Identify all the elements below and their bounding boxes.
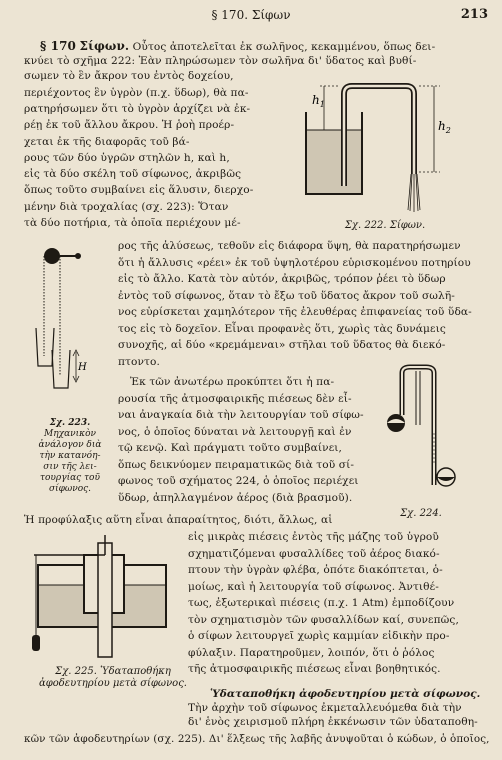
text-line: τὸν σχηματισμὸν τῶν φυσαλλίδων καί, συνεπῶς, [188, 614, 459, 626]
text-line: εἰς μικρὰς πιέσεις ἐντὸς τῆς μάζης τοῦ ὑγροῦ [188, 531, 439, 543]
label-H: H [78, 362, 87, 373]
text-line: πτουν τὴν ὑγρὰν φλέβα, ὁπότε διακόπτεται, ὁ- [188, 564, 443, 576]
text-line: χεται ἐκ τῆς διαφορᾶς τοῦ βά- [24, 136, 190, 148]
text-line: ἐντὸς τοῦ σίφωνος, ὅταν τὸ ἔξω τοῦ ὕδατος ἄκρον τοῦ σωλῆ- [118, 290, 455, 302]
text-line: περιέχοντος ἓν ὑγρὸν (π.χ. ὕδωρ), θὰ πα- [24, 87, 249, 99]
subheading: Ὑδαταποθήκη ἀφοδευτηρίου μετὰ σίφωνος. [210, 688, 481, 700]
text-line: τῆς ἀτμοσφαιρικῆς πιέσεως εἶναι βοηθητικός. [188, 663, 441, 675]
text-line: εἰς τὸ ἄλλο. Κατὰ τὸν αὐτόν, ἀκριβῶς, τρόπον ῥέει τὸ ὕδωρ [118, 273, 446, 285]
text-line: εἰς τὰ δύο σκέλη τοῦ σίφωνος, ἀκριβῶς [24, 168, 242, 180]
text-line: ὁ σίφων λειτουργεῖ χωρὶς καμμίαν εἰδικὴν προ- [188, 630, 450, 642]
section-intro: Οὗτος ἀποτελεῖται ἐκ σωλῆνος, κεκαμμένου, ὅπως δει- [132, 41, 436, 53]
text-line: συνοχῆς, αἱ δύο «κρεμάμεναι» στῆλαι τοῦ ὕδατος θὰ διεκό- [118, 339, 446, 351]
label-h1: $h_1$ [312, 93, 325, 109]
text-line: κνύει τὸ σχῆμα 222: Ἐὰν πληρώσωμεν τὸν σωλῆνα δι' ὕδατος καὶ βυθί- [24, 55, 417, 67]
text-line: ὕδωρ, ἀπηλλαγμένον ἀέρος (διὰ βρασμοῦ). [118, 492, 353, 504]
text-line: ναι ἀναγκαία διὰ τὴν λειτουργίαν τοῦ σίφω- [118, 409, 364, 421]
text-line: σωμεν τὸ ἓν ἄκρον του ἐντὸς δοχείου, [24, 70, 234, 82]
figure-222-caption: Σχ. 222. Σίφων. [344, 220, 426, 231]
text-line: ρέῃ ἐκ τοῦ ἄλλου ἄκρου. Ἡ ῥοὴ προέρ- [24, 119, 235, 131]
text-line: Ἡ προφύλαξις αὕτη εἶναι ἀπαραίτητος, διότι, ἄλλως, αἱ [24, 514, 333, 526]
text-line: ρουσία τῆς ἀτμοσφαιρικῆς πιέσεως δὲν εἶ- [118, 393, 352, 405]
text-line: νος εὑρίσκεται χαμηλότερον τῆς ἐλευθέρας ἐπιφανείας τοῦ ὕδα- [118, 306, 472, 318]
text-line: δι' ἑνὸς χειρισμοῦ πλήρη ἐκκένωσιν τῶν ὑδαταποθη- [188, 716, 478, 728]
text-line: πτοντο. [118, 356, 160, 368]
page-number: 213 [460, 7, 488, 22]
text-line: τως, ἐξωτερικαὶ πιέσεις (π.χ. 1 Atm) ἐμποδίζουν [188, 597, 455, 609]
text-line: ρατηρήσωμεν ὅτι τὸ ὑγρὸν ἀρχίζει νὰ ἐκ- [24, 103, 251, 115]
figure-224-siphon-vacuum [382, 365, 472, 505]
text-line: ὅτι ἡ ἄλλυσις «ρέει» ἐκ τοῦ ὑψηλοτέρου εὑρισκομένου ποτηρίου [118, 257, 471, 269]
section-heading-line [40, 40, 435, 54]
text-line: φωνος τοῦ σχήματος 224, ὁ ὁποῖος περιέχει [118, 475, 359, 487]
figure-224-caption: Σχ. 224. [400, 508, 442, 519]
running-header [0, 5, 502, 25]
text-line: ρους τῶν δύο ὑγρῶν στηλῶν h, καὶ h, [24, 152, 230, 164]
section-title: Σίφων. [79, 39, 130, 53]
header-title: § 170. Σίφων [211, 8, 291, 22]
figure-225-caption: Σχ. 225. Ὑδαταποθήκη ἀφοδευτηρίου μετὰ σίφωνος. [39, 666, 187, 689]
text-line: νος, ὁ ὁποῖος δύναται νὰ λειτουργῇ καὶ ἐν [118, 426, 352, 438]
section-number: § 170 [40, 39, 77, 53]
text-line: μοίως, καὶ ἡ λειτουργία τοῦ σίφωνος. Ἀντιθέ- [188, 581, 439, 593]
figure-223-caption: Σχ. 223. Μηχανικὸν ἀνάλογον διὰ τὴν κατανόη- σιν τῆς λει- τουργίας τοῦ σίφωνος. [38, 418, 102, 494]
text-line: ὅπως δεικνύομεν πειραματικῶς διὰ τοῦ σί- [118, 459, 355, 471]
figure-223-chain-pulley [28, 246, 88, 396]
text-line: φύλαξιν. Παρατηροῦμεν, λοιπόν, ὅτι ὁ ῥόλος [188, 647, 435, 659]
text-line: σχηματιζόμεναι φυσαλλίδες τοῦ ἀέρος διακό- [188, 548, 440, 560]
text-line: τος εἰς τὸ δοχεῖον. Εἶναι προφανὲς ὅτι, χωρὶς τὰς δυνάμεις [118, 323, 446, 335]
text-line: κῶν τῶν ἀφοδευτηρίων (σχ. 225). Δι' ἕλξεως τῆς λαβῆς ἀνυψοῦται ὁ κώδων, ὁ ὁποῖος, [24, 733, 490, 745]
figure-225-cistern [34, 535, 174, 660]
text-line: τὰ δύο ποτήρια, τὰ ὁποῖα περιέχουν μέ- [24, 217, 241, 229]
label-h2: $h_2$ [438, 119, 451, 135]
text-line: Ἐκ τῶν ἀνωτέρω προκύπτει ὅτι ἡ πα- [130, 376, 335, 388]
text-line: ρος τῆς ἁλύσεως, τεθοῦν εἰς διάφορα ὕψη, θὰ παρατηρήσωμεν [118, 240, 461, 252]
text-line: τῷ κενῷ. Καὶ πράγματι τοῦτο συμβαίνει, [118, 442, 342, 454]
text-line: μένην διὰ τροχαλίας (σχ. 223): Ὅταν [24, 201, 229, 213]
figure-222-siphon [294, 82, 474, 222]
text-line: Τὴν ἀρχὴν τοῦ σίφωνος ἐκμεταλλευόμεθα διὰ τὴν [188, 702, 462, 714]
text-line: ὅπως τοῦτο συμβαίνει εἰς ἅλυσιν, διερχο- [24, 184, 254, 196]
